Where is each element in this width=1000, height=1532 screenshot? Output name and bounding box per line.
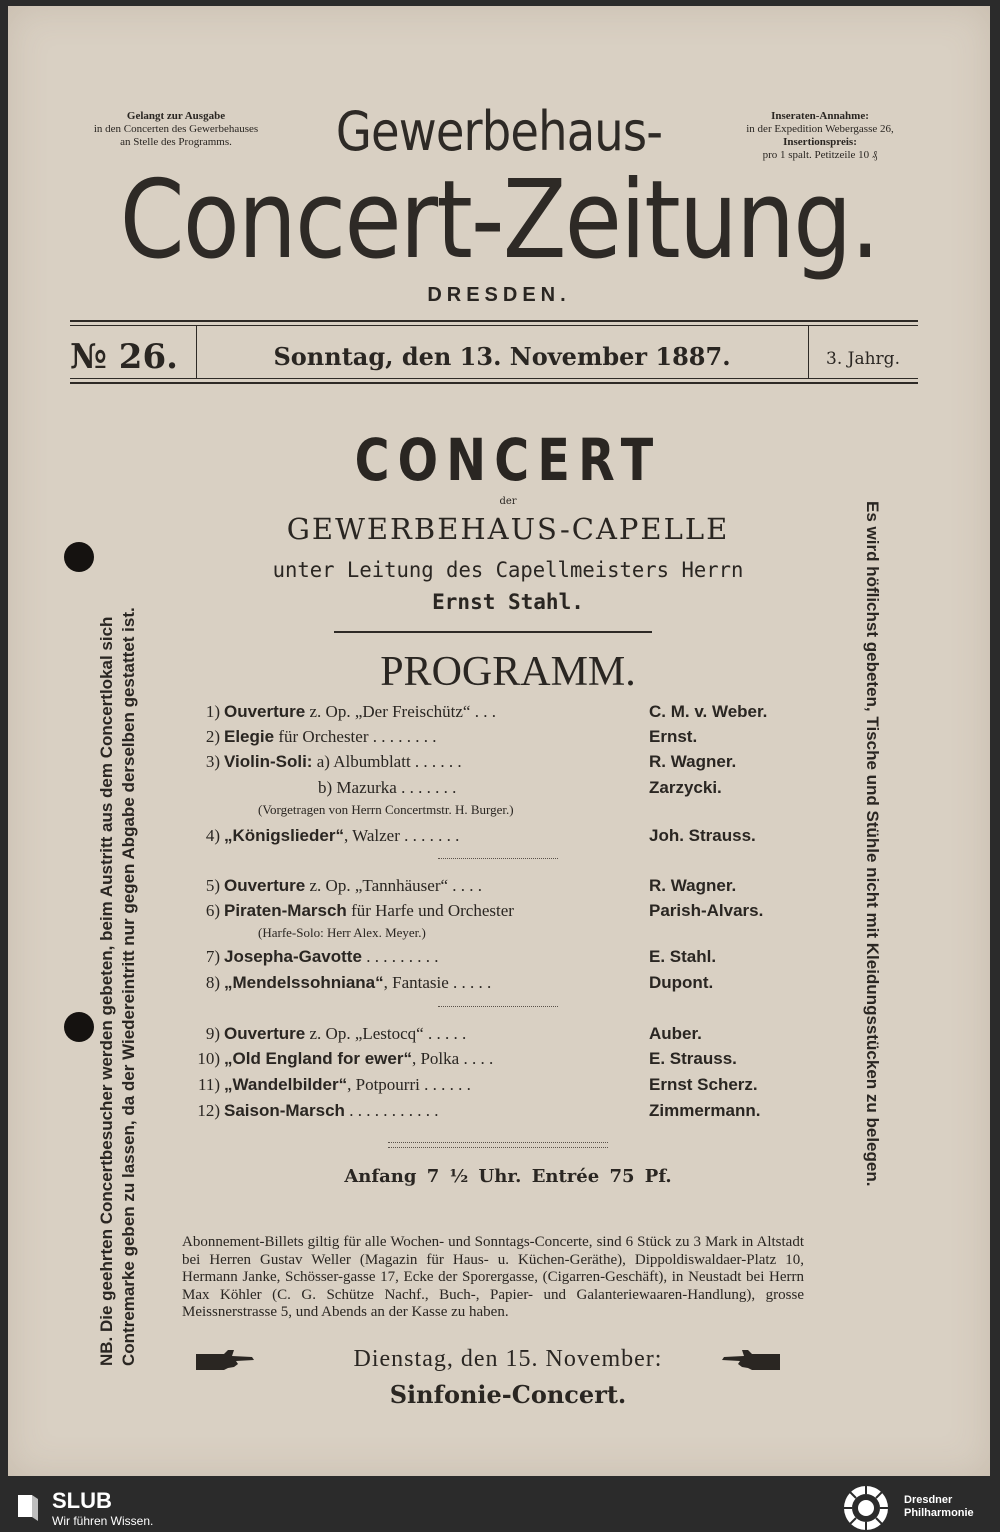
program-item	[184, 1046, 824, 1071]
left-margin-line: Contremarke geben zu lassen, da der Wiedereintritt nur gegen Abgabe derselben gestattet ist.	[119, 607, 138, 1366]
partner-name-line: Philharmonie	[904, 1507, 974, 1519]
program-item	[184, 898, 824, 923]
program-item	[184, 1098, 824, 1123]
section-divider	[334, 631, 652, 633]
program-item-composer: E. Strauss.	[649, 1049, 737, 1068]
right-margin-note: Es wird höflichst gebeten, Tische und Stühle nicht mit Kleidungsstücken zu belegen.	[863, 501, 882, 1187]
program-item	[184, 1072, 824, 1097]
program-item	[184, 944, 824, 969]
next-concert-date: Dienstag, den 15. November:	[353, 1346, 663, 1372]
concert-der: der	[499, 496, 517, 507]
program-item-title: Ouverture	[224, 876, 306, 895]
program-item-title: Piraten-Marsch	[224, 901, 347, 920]
program-item-composer: Auber.	[649, 1024, 702, 1043]
program-item-composer: Ernst.	[649, 727, 698, 746]
header-right-line: in der Expedition Webergasse 26,	[746, 123, 894, 135]
start-time-and-price: Anfang 7 ½ Uhr. Entrée 75 Pf.	[344, 1166, 672, 1187]
program-item-composer: R. Wagner.	[649, 752, 737, 771]
program-item-number: 11)	[197, 1075, 220, 1094]
slub-tagline: Wir führen Wissen.	[52, 1514, 154, 1528]
pointing-hand-icon	[720, 1348, 782, 1372]
part-separator	[438, 858, 558, 862]
program-item-composer: Joh. Strauss.	[649, 826, 756, 845]
program-item-composer: R. Wagner.	[649, 876, 737, 895]
issue-number: № 26.	[70, 337, 178, 377]
program-item-composer: Zimmermann.	[649, 1101, 761, 1120]
program-item-composer: Zarzycki.	[649, 778, 722, 797]
left-margin-note	[96, 607, 140, 1366]
program-item-title: Josepha-Gavotte	[224, 947, 362, 966]
masthead-city: DRESDEN.	[427, 284, 571, 306]
program-item-title: Ouverture	[224, 1024, 306, 1043]
header-right-line: pro 1 spalt. Petitzeile 10 ₰	[762, 149, 878, 161]
program-item-composer: Ernst Scherz.	[649, 1075, 758, 1094]
header-right-line: Inseraten-Annahme:	[771, 110, 869, 122]
issue-date: Sonntag, den 13. November 1887.	[273, 342, 731, 371]
concert-heading: CONCERT	[354, 426, 662, 494]
program-item-detail: . . . . . . . . .	[361, 947, 439, 966]
program-item-detail: z. Op. „Tannhäuser“ . . . .	[305, 876, 483, 895]
subscription-notice: Abonnement-Billets giltig für alle Wochen- und Sonntags-Concerte, sind 6 Stück zu 3 Mark in Altstadt bei Herren Gustav Weller (Magazin für Haus- u. Küchen-Geräthe), Dippoldiswaldaer-Platz 10, Hermann Janke, Schösser-gasse 17, Ecke der Sporergasse, (Cigarren-Geschäft), in Neustadt bei Herrn Max Köhler (C. G. Schütze Nachf., Buch-, Papier- und Galanteriewaaren-Handlung), grosse Meissnerstrasse 5, und Abends an der Kasse zu haben.	[182, 1234, 804, 1320]
program-item	[184, 970, 824, 995]
program-item	[184, 699, 824, 724]
program-item	[184, 1021, 824, 1046]
punch-hole	[64, 542, 94, 572]
program-item	[184, 749, 824, 774]
issue-bar-bottom-rule-outer	[70, 382, 918, 384]
program-item-detail: . . . . . . . . . . .	[344, 1101, 439, 1120]
program-item-number: 5)	[205, 876, 220, 895]
footer-bar	[0, 1480, 1000, 1532]
harp-performer-note: (Harfe-Solo: Herr Alex. Meyer.)	[258, 925, 426, 940]
program-item-number: 4)	[205, 826, 220, 845]
program-item-number: 12)	[197, 1101, 220, 1120]
header-right-line: Insertionspreis:	[783, 136, 857, 148]
masthead-title: Concert-Zeitung.	[119, 158, 879, 283]
program-item-detail: b) Mazurka . . . . . . .	[318, 778, 457, 797]
program-item-detail: , Potpourri . . . . . .	[347, 1075, 471, 1094]
program-item-detail: z. Op. „Lestocq“ . . . . .	[305, 1024, 467, 1043]
program-item-title: Saison-Marsch	[224, 1101, 345, 1120]
violin-performer-note: (Vorgetragen von Herrn Concertmstr. H. Burger.)	[258, 802, 514, 817]
program-item-detail: a) Albumblatt . . . . . .	[312, 752, 462, 771]
program-item-detail: , Walzer . . . . . . .	[343, 826, 460, 845]
header-left-line: in den Concerten des Gewerbehauses	[93, 123, 259, 135]
partner-name[interactable]	[904, 1494, 974, 1520]
direction-line: unter Leitung des Capellmeisters Herrn	[272, 558, 744, 582]
program-item	[184, 823, 824, 848]
program-item-title: „Old England for ewer“	[224, 1049, 412, 1068]
punch-hole	[64, 1012, 94, 1042]
program-item-title: Elegie	[224, 727, 275, 746]
program-item-detail: für Harfe und Orchester	[346, 901, 514, 920]
masthead-top: Gewerbehaus-	[335, 100, 663, 163]
slub-logo-icon[interactable]	[16, 1491, 40, 1521]
program-item-number: 6)	[205, 901, 220, 920]
program-item-detail: z. Op. „Der Freischütz“ . . .	[305, 702, 496, 721]
program-item	[184, 873, 824, 898]
program-item-number: 7)	[205, 947, 220, 966]
program-item-number: 2)	[205, 727, 220, 746]
program-item-composer: E. Stahl.	[649, 947, 717, 966]
newspaper-page	[8, 6, 990, 1476]
program-item-title: „Mendelssohniana“	[224, 973, 384, 992]
program-item-detail: , Fantasie . . . . .	[383, 973, 492, 992]
program-end-separator	[388, 1142, 608, 1146]
program-item-composer: Parish-Alvars.	[649, 901, 764, 920]
next-concert-title: Sinfonie-Concert.	[389, 1380, 627, 1409]
program-item-number: 9)	[205, 1024, 220, 1043]
program-item-number: 3)	[205, 752, 220, 771]
program-item-title: „Königslieder“	[224, 826, 344, 845]
program-item-title: Ouverture	[224, 702, 306, 721]
part-separator	[438, 1006, 558, 1010]
orchestra-name: GEWERBEHAUS-CAPELLE	[286, 512, 730, 546]
conductor-name: Ernst Stahl.	[432, 590, 584, 614]
program-item-title: „Wandelbilder“	[224, 1075, 348, 1094]
program-item	[184, 724, 824, 749]
program-item-number: 1)	[205, 702, 220, 721]
issue-bar-top-rule	[70, 320, 918, 322]
program-item-detail: für Orchester . . . . . . . .	[274, 727, 437, 746]
philharmonie-logo-icon[interactable]	[842, 1484, 890, 1532]
partner-name-line: Dresdner	[904, 1494, 953, 1506]
program-item	[184, 775, 824, 800]
left-margin-line: NB. Die geehrten Concertbesucher werden gebeten, beim Austritt aus dem Concertlokal sich	[97, 616, 116, 1366]
issue-bar-top-rule-inner	[70, 325, 918, 326]
header-left-line: an Stelle des Programms.	[120, 136, 232, 148]
program-item-composer: Dupont.	[649, 973, 714, 992]
program-item-number: 10)	[197, 1049, 220, 1068]
issue-year: 3. Jahrg.	[826, 349, 900, 369]
slub-name[interactable]: SLUB	[52, 1488, 112, 1513]
program-end-separator	[388, 1147, 608, 1151]
programm-heading: PROGRAMM.	[380, 649, 636, 695]
program-item-composer: C. M. v. Weber.	[649, 702, 768, 721]
program-item-detail: , Polka . . . .	[411, 1049, 494, 1068]
program-item-number: 8)	[205, 973, 220, 992]
header-left-line: Gelangt zur Ausgabe	[126, 110, 226, 122]
program-item-title: Violin-Soli:	[224, 752, 313, 771]
